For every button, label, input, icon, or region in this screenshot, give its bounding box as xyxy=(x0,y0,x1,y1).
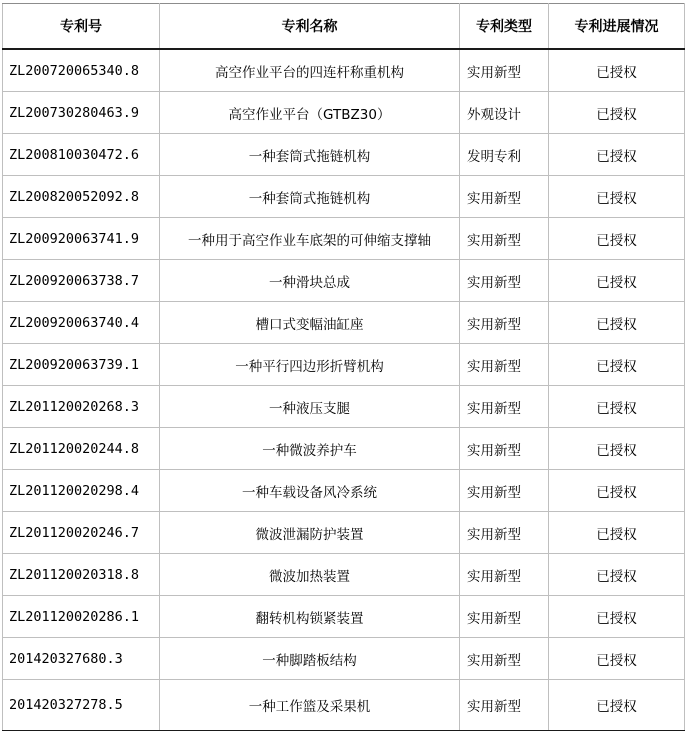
patent-type-cell: 发明专利 xyxy=(460,134,549,176)
table-row xyxy=(3,176,685,218)
patent-name-cell: 微波加热装置 xyxy=(160,554,460,596)
patent-type-cell: 实用新型 xyxy=(460,302,549,344)
patent-number-cell: 201420327680.3 xyxy=(3,638,160,680)
table-row xyxy=(3,302,685,344)
patent-status-cell: 已授权 xyxy=(549,386,685,428)
header-patent-name: 专利名称 xyxy=(160,4,460,50)
patent-status-cell: 已授权 xyxy=(549,428,685,470)
patent-status-cell: 已授权 xyxy=(549,176,685,218)
patent-status-cell: 已授权 xyxy=(549,680,685,731)
patent-status-cell: 已授权 xyxy=(549,92,685,134)
patent-type-cell: 实用新型 xyxy=(460,470,549,512)
patent-type-cell: 实用新型 xyxy=(460,218,549,260)
patent-status-cell: 已授权 xyxy=(549,260,685,302)
patent-name-cell: 一种用于高空作业车底架的可伸缩支撑轴 xyxy=(160,218,460,260)
patent-status-cell: 已授权 xyxy=(549,638,685,680)
header-patent-type: 专利类型 xyxy=(460,4,549,50)
header-patent-status: 专利进展情况 xyxy=(549,4,685,50)
patent-status-cell: 已授权 xyxy=(549,218,685,260)
patent-number-cell: ZL200920063740.4 xyxy=(3,302,160,344)
patent-type-cell: 实用新型 xyxy=(460,554,549,596)
patent-number-cell: ZL200810030472.6 xyxy=(3,134,160,176)
patent-name-cell: 一种平行四边形折臂机构 xyxy=(160,344,460,386)
patent-number-cell: ZL200820052092.8 xyxy=(3,176,160,218)
patent-name-cell: 一种套筒式拖链机构 xyxy=(160,176,460,218)
table-row xyxy=(3,344,685,386)
table-body xyxy=(3,49,685,731)
table-row xyxy=(3,680,685,731)
patent-number-cell: ZL201120020246.7 xyxy=(3,512,160,554)
patent-number-cell: ZL201120020268.3 xyxy=(3,386,160,428)
patent-name-cell: 微波泄漏防护装置 xyxy=(160,512,460,554)
patent-name-cell: 一种脚踏板结构 xyxy=(160,638,460,680)
patent-name-cell: 一种套筒式拖链机构 xyxy=(160,134,460,176)
patent-type-cell: 实用新型 xyxy=(460,680,549,731)
patent-name-cell: 一种微波养护车 xyxy=(160,428,460,470)
patent-status-cell: 已授权 xyxy=(549,596,685,638)
table-row xyxy=(3,218,685,260)
patent-number-cell: ZL200920063739.1 xyxy=(3,344,160,386)
patent-name-cell: 高空作业平台的四连杆称重机构 xyxy=(160,49,460,92)
patent-type-cell: 实用新型 xyxy=(460,260,549,302)
patent-type-cell: 实用新型 xyxy=(460,428,549,470)
patent-type-cell: 实用新型 xyxy=(460,49,549,92)
header-row xyxy=(3,4,685,50)
table-row xyxy=(3,386,685,428)
patent-number-cell: 201420327278.5 xyxy=(3,680,160,731)
patent-number-cell: ZL200730280463.9 xyxy=(3,92,160,134)
table-row xyxy=(3,428,685,470)
patent-type-cell: 外观设计 xyxy=(460,92,549,134)
table-row xyxy=(3,260,685,302)
patent-number-cell: ZL201120020318.8 xyxy=(3,554,160,596)
patent-name-cell: 槽口式变幅油缸座 xyxy=(160,302,460,344)
table-row xyxy=(3,470,685,512)
patent-name-cell: 高空作业平台（GTBZ30） xyxy=(160,92,460,134)
patent-number-cell: ZL201120020244.8 xyxy=(3,428,160,470)
table-row xyxy=(3,92,685,134)
table-header xyxy=(3,4,685,50)
patent-type-cell: 实用新型 xyxy=(460,176,549,218)
patent-type-cell: 实用新型 xyxy=(460,512,549,554)
patent-type-cell: 实用新型 xyxy=(460,638,549,680)
patent-number-cell: ZL201120020298.4 xyxy=(3,470,160,512)
table-row xyxy=(3,554,685,596)
patent-status-cell: 已授权 xyxy=(549,470,685,512)
table-row xyxy=(3,49,685,92)
patent-status-cell: 已授权 xyxy=(549,49,685,92)
header-patent-number: 专利号 xyxy=(3,4,160,50)
patent-name-cell: 一种车载设备风冷系统 xyxy=(160,470,460,512)
patent-type-cell: 实用新型 xyxy=(460,386,549,428)
patent-number-cell: ZL200920063738.7 xyxy=(3,260,160,302)
patent-status-cell: 已授权 xyxy=(549,512,685,554)
table-row xyxy=(3,596,685,638)
table-row xyxy=(3,512,685,554)
table-row xyxy=(3,638,685,680)
patent-number-cell: ZL201120020286.1 xyxy=(3,596,160,638)
patent-name-cell: 一种工作篮及采果机 xyxy=(160,680,460,731)
patent-status-cell: 已授权 xyxy=(549,554,685,596)
patent-name-cell: 一种液压支腿 xyxy=(160,386,460,428)
patent-type-cell: 实用新型 xyxy=(460,344,549,386)
patent-name-cell: 一种滑块总成 xyxy=(160,260,460,302)
patent-status-cell: 已授权 xyxy=(549,344,685,386)
patent-table xyxy=(2,3,685,731)
table-row xyxy=(3,134,685,176)
patent-number-cell: ZL200720065340.8 xyxy=(3,49,160,92)
patent-status-cell: 已授权 xyxy=(549,302,685,344)
patent-number-cell: ZL200920063741.9 xyxy=(3,218,160,260)
patent-type-cell: 实用新型 xyxy=(460,596,549,638)
patent-status-cell: 已授权 xyxy=(549,134,685,176)
patent-name-cell: 翻转机构锁紧装置 xyxy=(160,596,460,638)
